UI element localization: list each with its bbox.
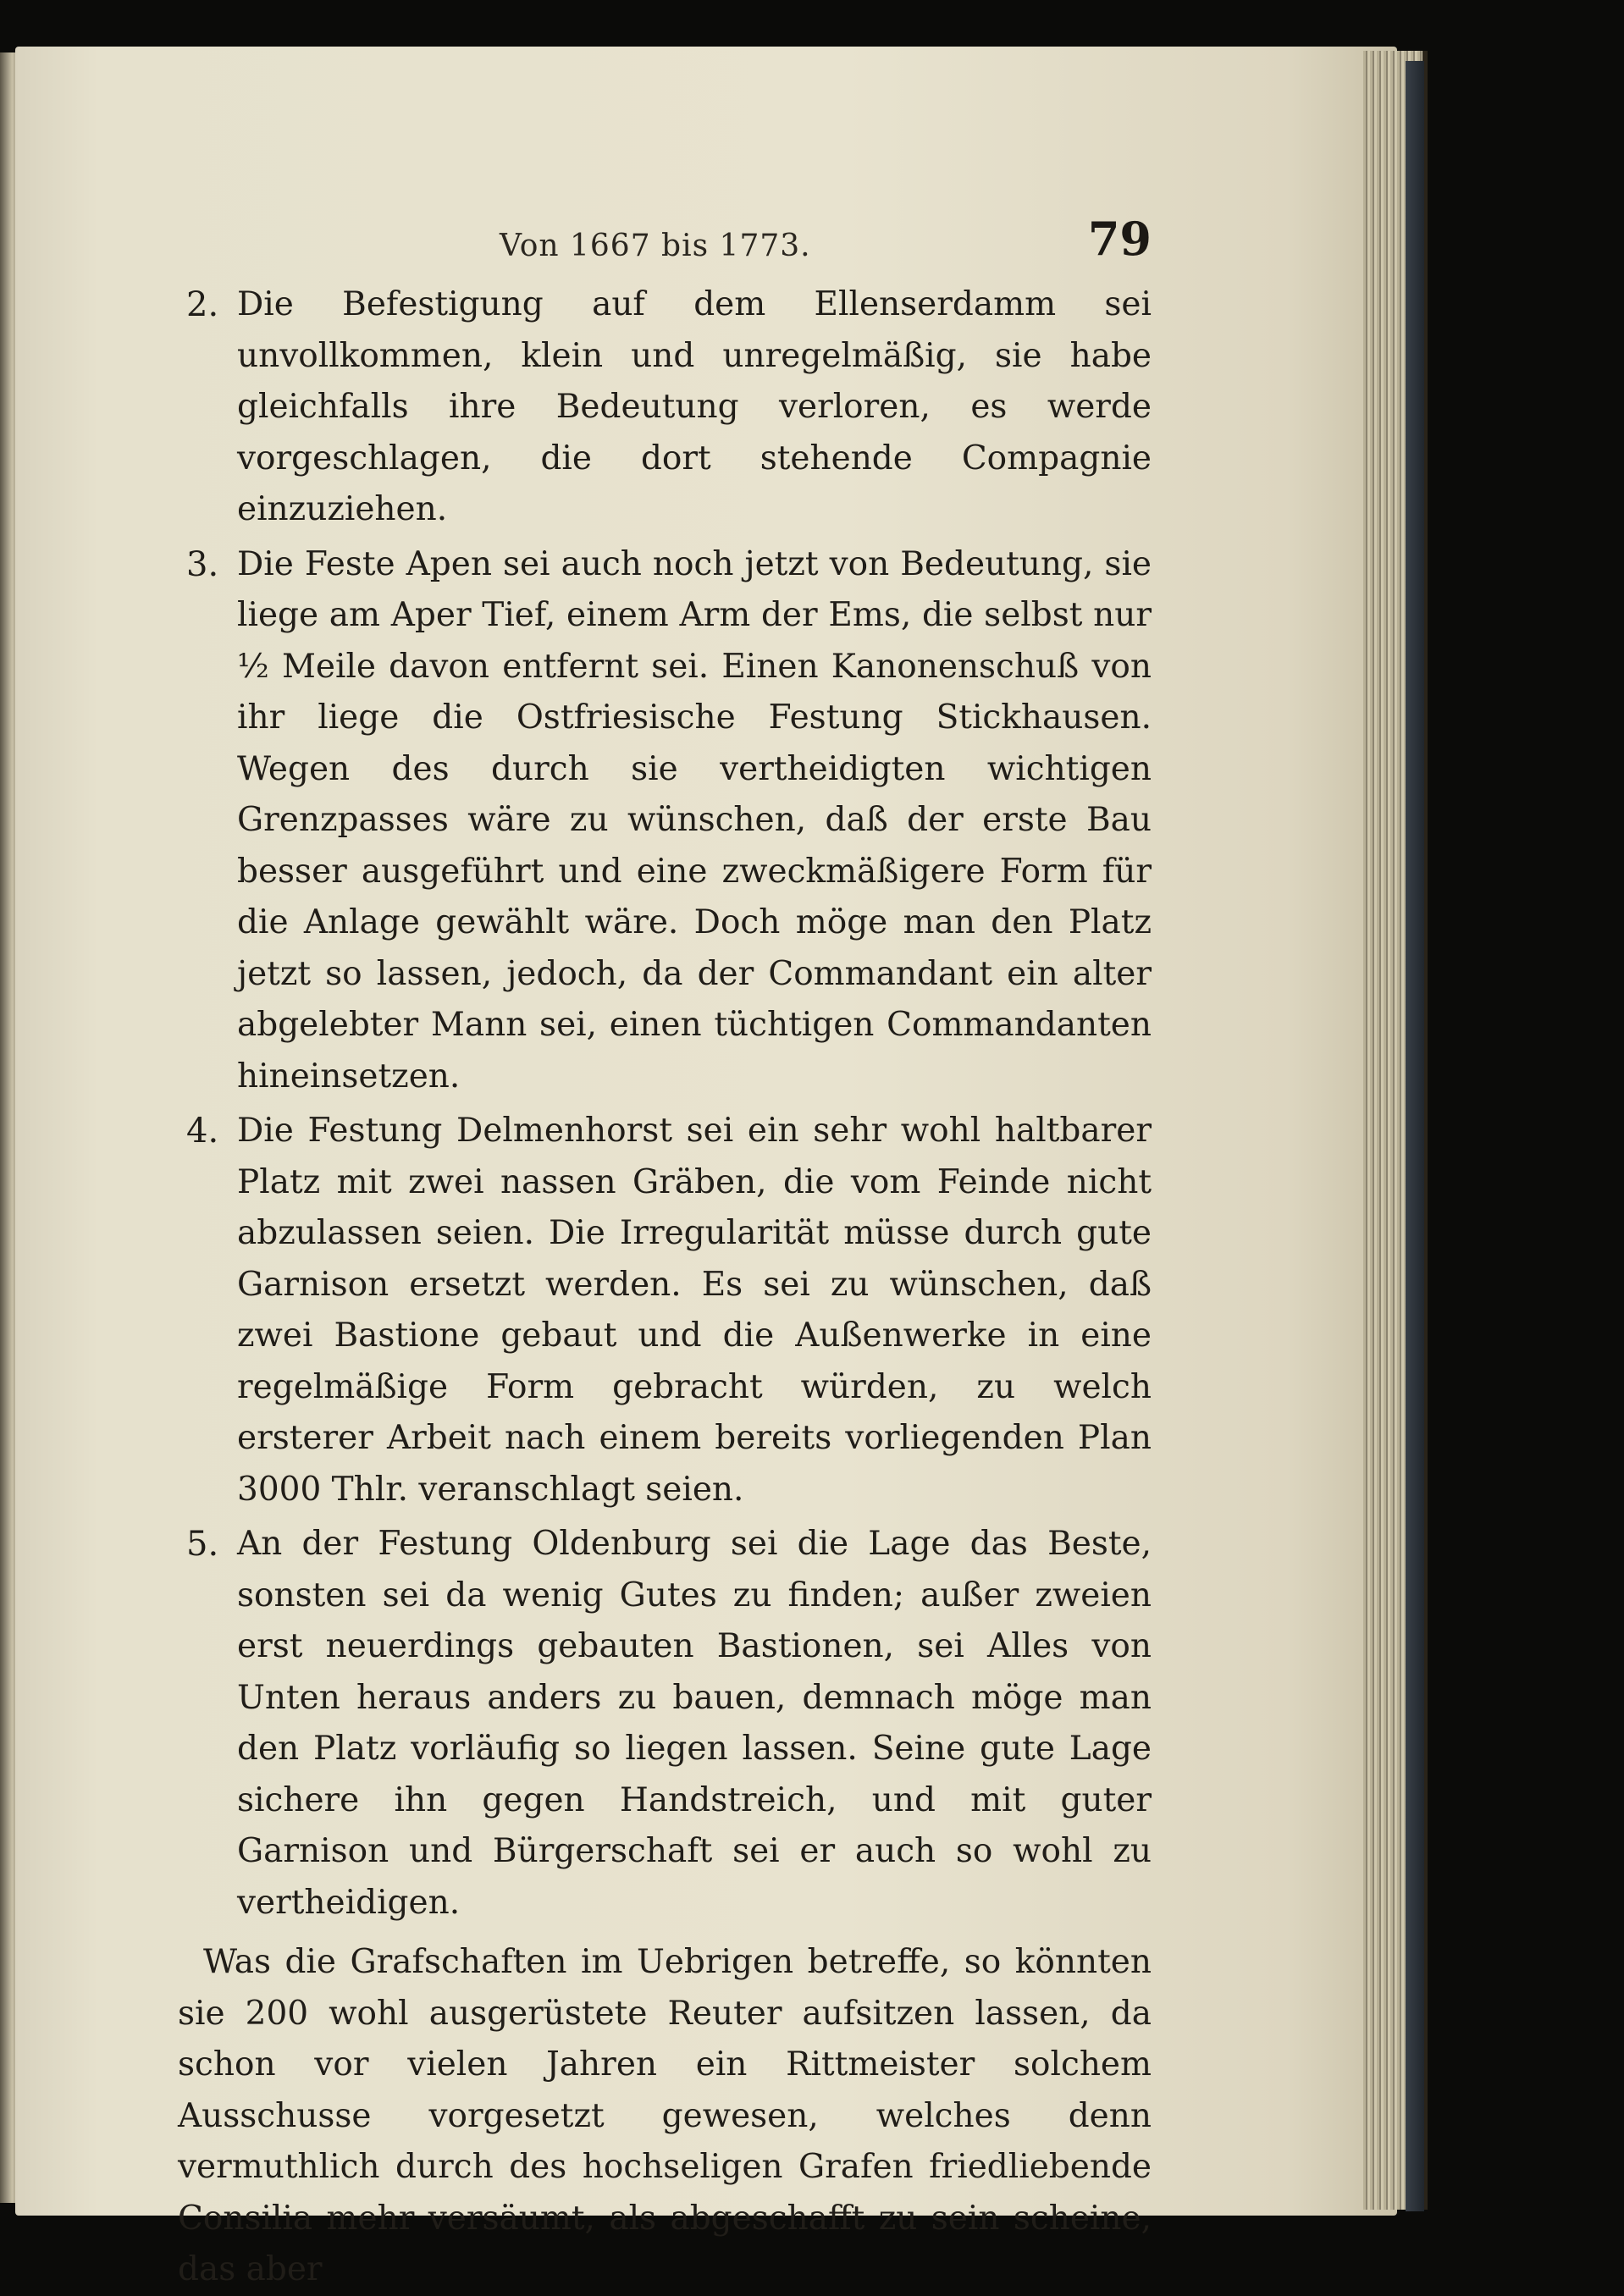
list-item-text: Die Feste Apen sei auch noch jetzt von Bedeutung, sie liege am Aper Tief, einem Arm der Ems, die selbst nur ½ Meile davon entfernt sei. Einen Kanonenschuß von ihr liege die Ostfriesische Festung Stickhausen. Wegen des durch sie vertheidigten wichtigen Grenzpasses wäre zu wünschen, daß der erste Bau besser ausgeführt und eine zweckmäßigere Form für die Anlage gewählt wäre. Doch möge man den Platz jetzt so lassen, jedoch, da der Commandant ein alter abgelebter Mann sei, einen tüchtigen Commandanten hineinsetzen. <box>237 544 1152 1096</box>
list-item-number: 3. <box>186 544 219 584</box>
list-item-text: An der Festung Oldenburg sei die Lage das Beste, sonsten sei da wenig Gutes zu finden; außer zweien erst neuerdings gebauten Bastionen, sei Alles von Unten heraus anders zu bauen, demnach möge man den Platz vorläufig so liegen lassen. Seine gute Lage sichere ihn gegen Handstreich, und mit guter Garnison und Bürgerschaft sei er auch so wohl zu vertheidigen. <box>237 1525 1152 1922</box>
list-item <box>178 1519 1152 1929</box>
list-item-text: Die Befestigung auf dem Ellenserdamm sei unvollkommen, klein und unregelmäßig, sie habe gleichfalls ihre Bedeutung verloren, es werde vorgeschlagen, die dort stehende Compagnie einzuziehen. <box>237 285 1152 528</box>
list-item-text: Die Festung Delmenhorst sei ein sehr wohl haltbarer Platz mit zwei nassen Gräben, die vom Feinde nicht abzulassen seien. Die Irregularität müsse durch gute Garnison ersetzt werden. Es sei zu wünschen, daß zwei Bastione gebaut und die Außenwerke in eine regelmäßige Form gebracht würden, zu welch ersterer Arbeit nach einem bereits vorliegenden Plan 3000 Thlr. veranschlagt seien. <box>237 1112 1152 1509</box>
list-item-number: 5. <box>186 1525 219 1564</box>
list-item <box>178 539 1152 1103</box>
list-item-number: 4. <box>186 1112 219 1151</box>
book-cover-edge <box>1406 61 1424 2211</box>
page-number: 79 <box>1087 212 1152 266</box>
page-content <box>178 203 1152 2296</box>
list-item <box>178 1106 1152 1515</box>
list-item <box>178 279 1152 536</box>
running-head: Von 1667 bis 1773. <box>500 229 811 263</box>
page-header <box>178 203 1152 279</box>
closing-paragraph <box>178 1937 1152 2296</box>
list-item-number: 2. <box>186 285 219 324</box>
paragraph-text: Was die Grafschaften im Uebrigen betreffe, so könnten sie 200 wohl ausgerüstete Reuter aufsitzen lassen, da schon vor vielen Jahren ein Rittmeister solchem Ausschusse vorgesetzt gewesen, welches denn vermuthlich durch des hochseligen Grafen friedliebende Consilia mehr versäumt, als abgeschafft zu sein scheine, das aber <box>178 1943 1152 2288</box>
